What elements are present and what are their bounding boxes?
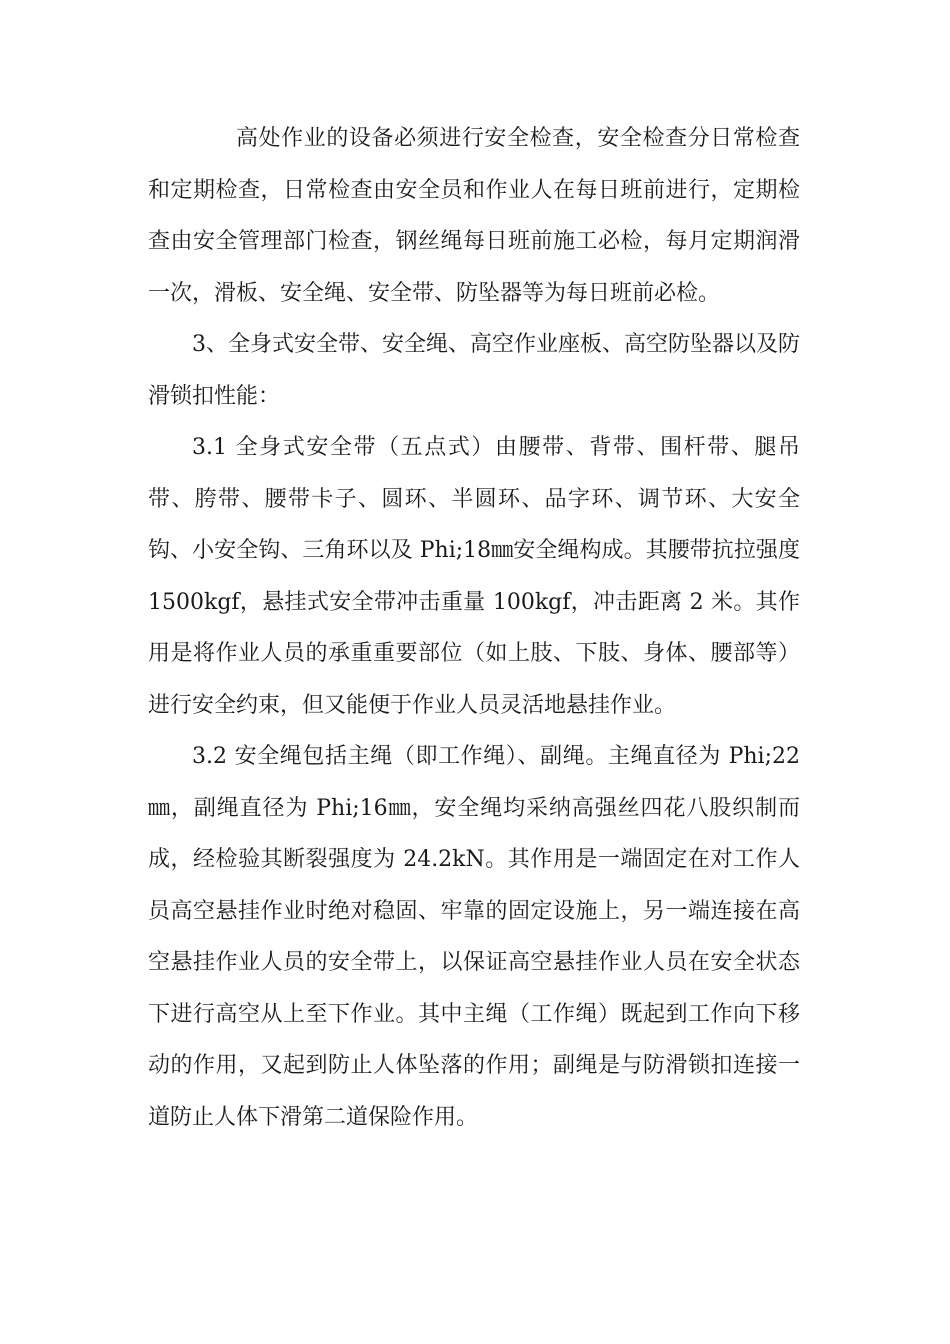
paragraph-inspection: 高处作业的设备必须进行安全检查，安全检查分日常检查和定期检查，日常检查由安全员和作业人在每日班前进行，定期检查由安全管理部门检查，钢丝绳每日班前施工必检，每月定期润滑一次，滑板、安全绳、安全带、防坠器等为每日班前必检。 bbox=[148, 126, 800, 306]
paragraph-section-3-1: 3.1 全身式安全带（五点式）由腰带、背带、围杆带、腿吊带、胯带、腰带卡子、圆环、半圆环、品字环、调节环、大安全钩、小安全钩、三角环以及 Phi;18㎜安全绳构成。其腰带抗拉强度 1500kgf，悬挂式安全带冲击重量 100kgf，冲击距离 2 米。其作用是将作业人员的承重重要部位（如上肢、下肢、身体、腰部等）进行安全约束，但又能便于作业人员灵活地悬挂作业。 bbox=[148, 435, 800, 718]
paragraph-section-3: 3、全身式安全带、安全绳、高空作业座板、高空防坠器以及防滑锁扣性能： bbox=[148, 332, 800, 409]
paragraph-section-3-2: 3.2 安全绳包括主绳（即工作绳）、副绳。主绳直径为 Phi;22 ㎜，副绳直径为 Phi;16㎜，安全绳均采纳高强丝四花八股织制而成，经检验其断裂强度为 24.2kN。其作用是一端固定在对工作人员高空悬挂作业时绝对稳固、牢靠的固定设施上，另一端连接在高空悬挂作业人员的安全带上，以保证高空悬挂作业人员在安全状态下进行高空从上至下作业。其中主绳（工作绳）既起到工作向下移动的作用，又起到防止人体坠落的作用；副绳是与防滑锁扣连接一道防止人体下滑第二道保险作用。 bbox=[148, 744, 800, 1130]
document-body bbox=[148, 113, 800, 1143]
